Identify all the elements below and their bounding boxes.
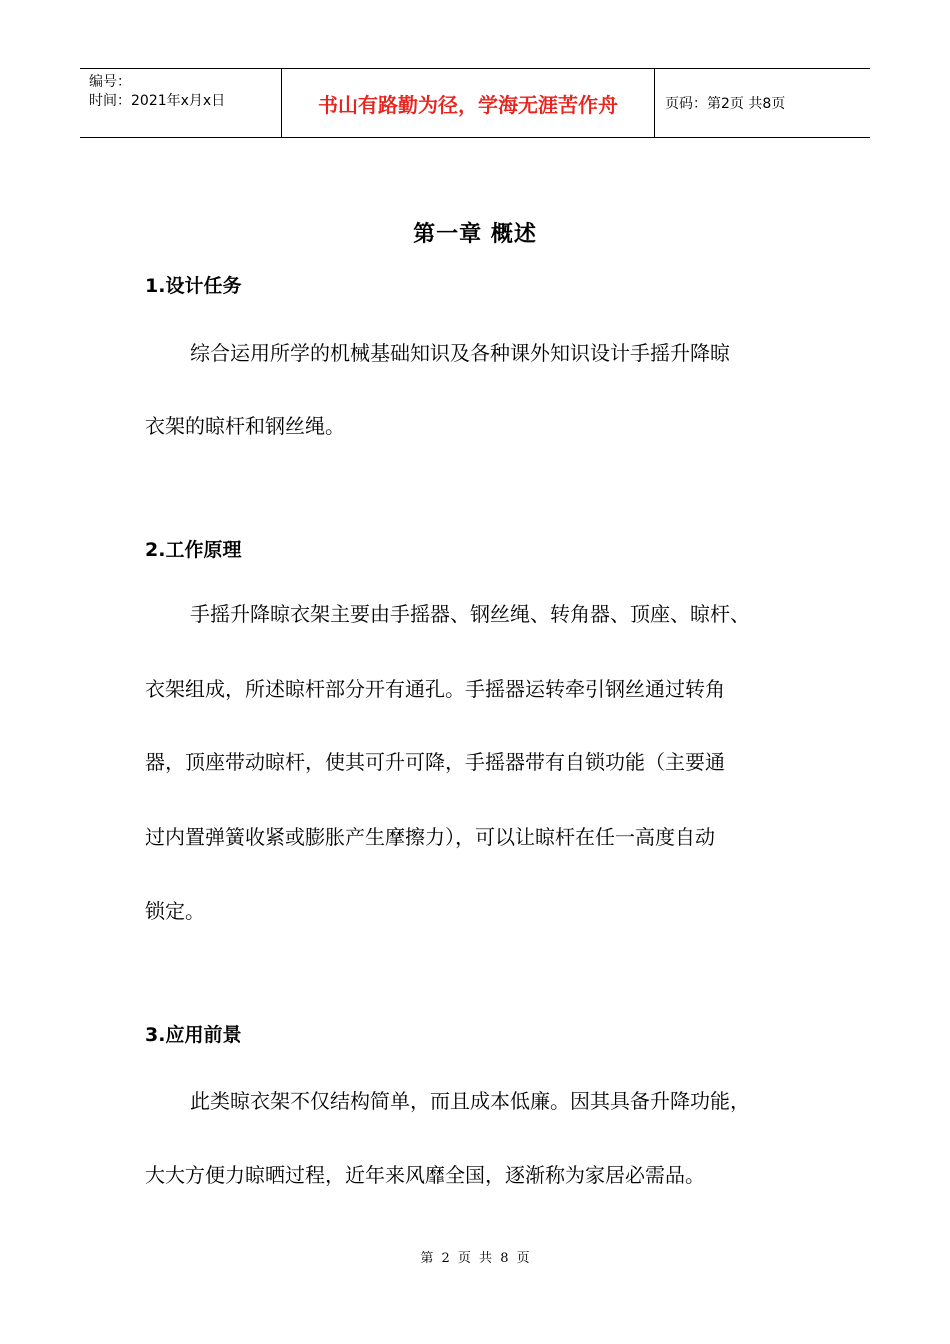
chapter-title: 第一章 概述	[413, 222, 537, 247]
page-footer: 第 2 页 共 8 页	[420, 1251, 530, 1266]
section-heading: 3.应用前景	[145, 1024, 242, 1046]
section-heading: 1.设计任务	[145, 275, 242, 297]
paragraph-line: 衣架的晾杆和钢丝绳。	[145, 414, 345, 438]
paragraph-line: 锁定。	[145, 899, 205, 923]
doc-date-label: 时间：2021年x月x日	[89, 93, 226, 109]
header-page-info: 页码：第2页 共8页	[665, 96, 786, 112]
paragraph-line: 衣架组成，所述晾杆部分开有通孔。手摇器运转牵引钢丝通过转角	[145, 677, 725, 701]
paragraph-line: 手摇升降晾衣架主要由手摇器、钢丝绳、转角器、顶座、晾杆、	[190, 602, 750, 626]
header-motto: 书山有路勤为径，学海无涯苦作舟	[282, 69, 655, 137]
paragraph-line: 大大方便力晾晒过程，近年来风靡全国，逐渐称为家居必需品。	[145, 1163, 705, 1187]
section-heading: 2.工作原理	[145, 539, 242, 561]
page-header	[80, 68, 870, 138]
doc-number-label: 编号：	[89, 74, 131, 90]
header-meta	[80, 69, 282, 137]
paragraph-line: 过内置弹簧收紧或膨胀产生摩擦力），可以让晾杆在任一高度自动	[145, 825, 715, 849]
paragraph-line: 综合运用所学的机械基础知识及各种课外知识设计手摇升降晾	[190, 341, 730, 365]
paragraph-line: 此类晾衣架不仅结构简单，而且成本低廉。因其具备升降功能，	[190, 1089, 750, 1113]
paragraph-line: 器，顶座带动晾杆，使其可升可降，手摇器带有自锁功能（主要通	[145, 750, 725, 774]
